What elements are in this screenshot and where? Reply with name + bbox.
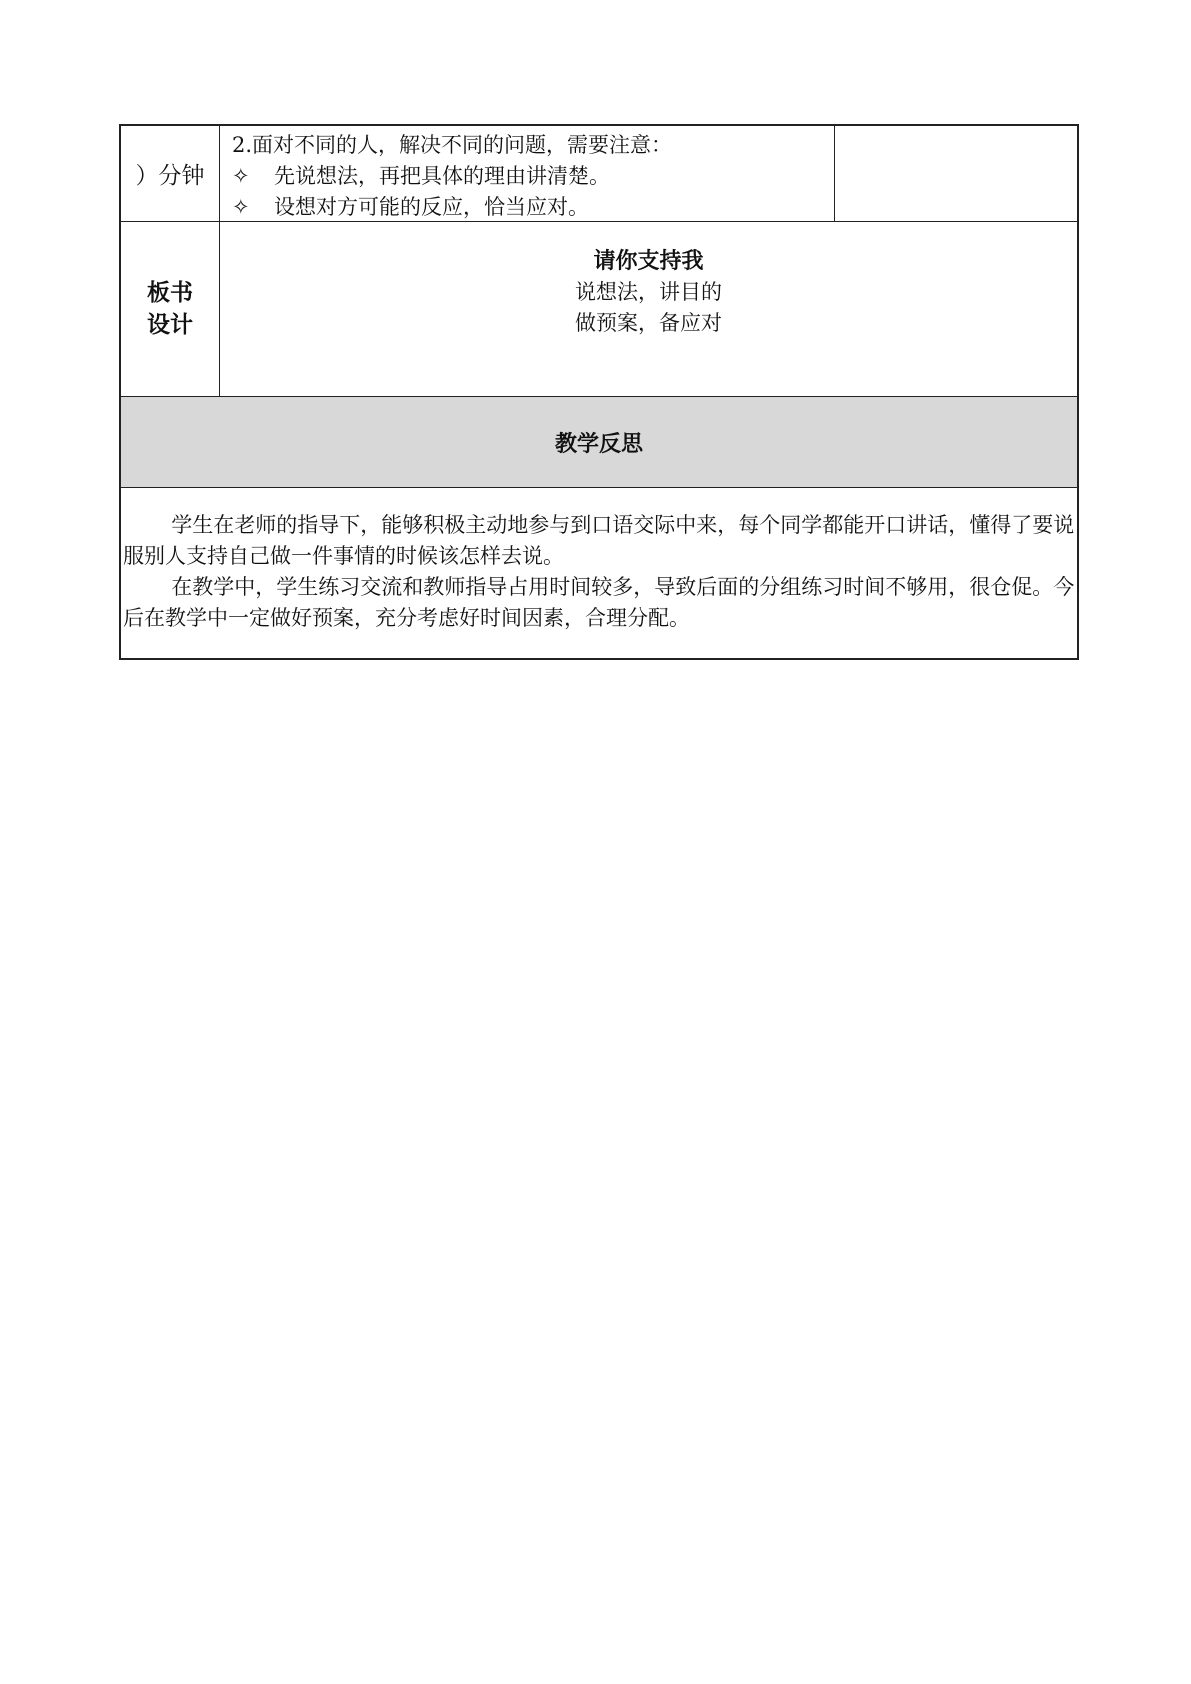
content-line-3-text: 设想对方可能的反应，恰当应对。 <box>274 195 589 219</box>
diamond-bullet-icon: ✧ <box>232 164 250 188</box>
content-line-3 <box>232 192 834 223</box>
board-title: 请你支持我 <box>593 249 704 274</box>
board-design-row <box>121 222 1077 397</box>
content-line-1: 2.面对不同的人，解决不同的问题，需要注意： <box>232 133 673 157</box>
time-label: ）分钟 <box>121 126 220 221</box>
reflection-title: 教学反思 <box>554 431 643 457</box>
diamond-bullet-icon: ✧ <box>232 195 250 219</box>
reflection-header-row <box>121 397 1077 488</box>
reflection-paragraph-1: 学生在老师的指导下，能够积极主动地参与到口语交际中来，每个同学都能开口讲话，懂得了要说服别人支持自己做一件事情的时候该怎样去说。 <box>123 513 1075 568</box>
content-line-2 <box>232 161 834 192</box>
board-design-label-line2: 设计 <box>147 312 193 338</box>
time-row <box>121 126 1077 222</box>
board-line-1: 说想法，讲目的 <box>575 280 722 304</box>
board-design-label-line1: 板书 <box>147 280 193 306</box>
board-line-2: 做预案，备应对 <box>575 311 722 335</box>
time-notes-cell <box>835 126 1077 221</box>
reflection-paragraph-2: 在教学中，学生练习交流和教师指导占用时间较多，导致后面的分组练习时间不够用，很仓促。今后在教学中一定做好预案，充分考虑好时间因素，合理分配。 <box>123 575 1075 630</box>
reflection-content-row <box>121 488 1077 658</box>
lesson-plan-table <box>119 124 1079 660</box>
content-line-2-text: 先说想法，再把具体的理由讲清楚。 <box>274 164 610 188</box>
board-design-content <box>220 222 1077 420</box>
time-content <box>220 126 835 221</box>
board-design-label <box>121 222 220 396</box>
